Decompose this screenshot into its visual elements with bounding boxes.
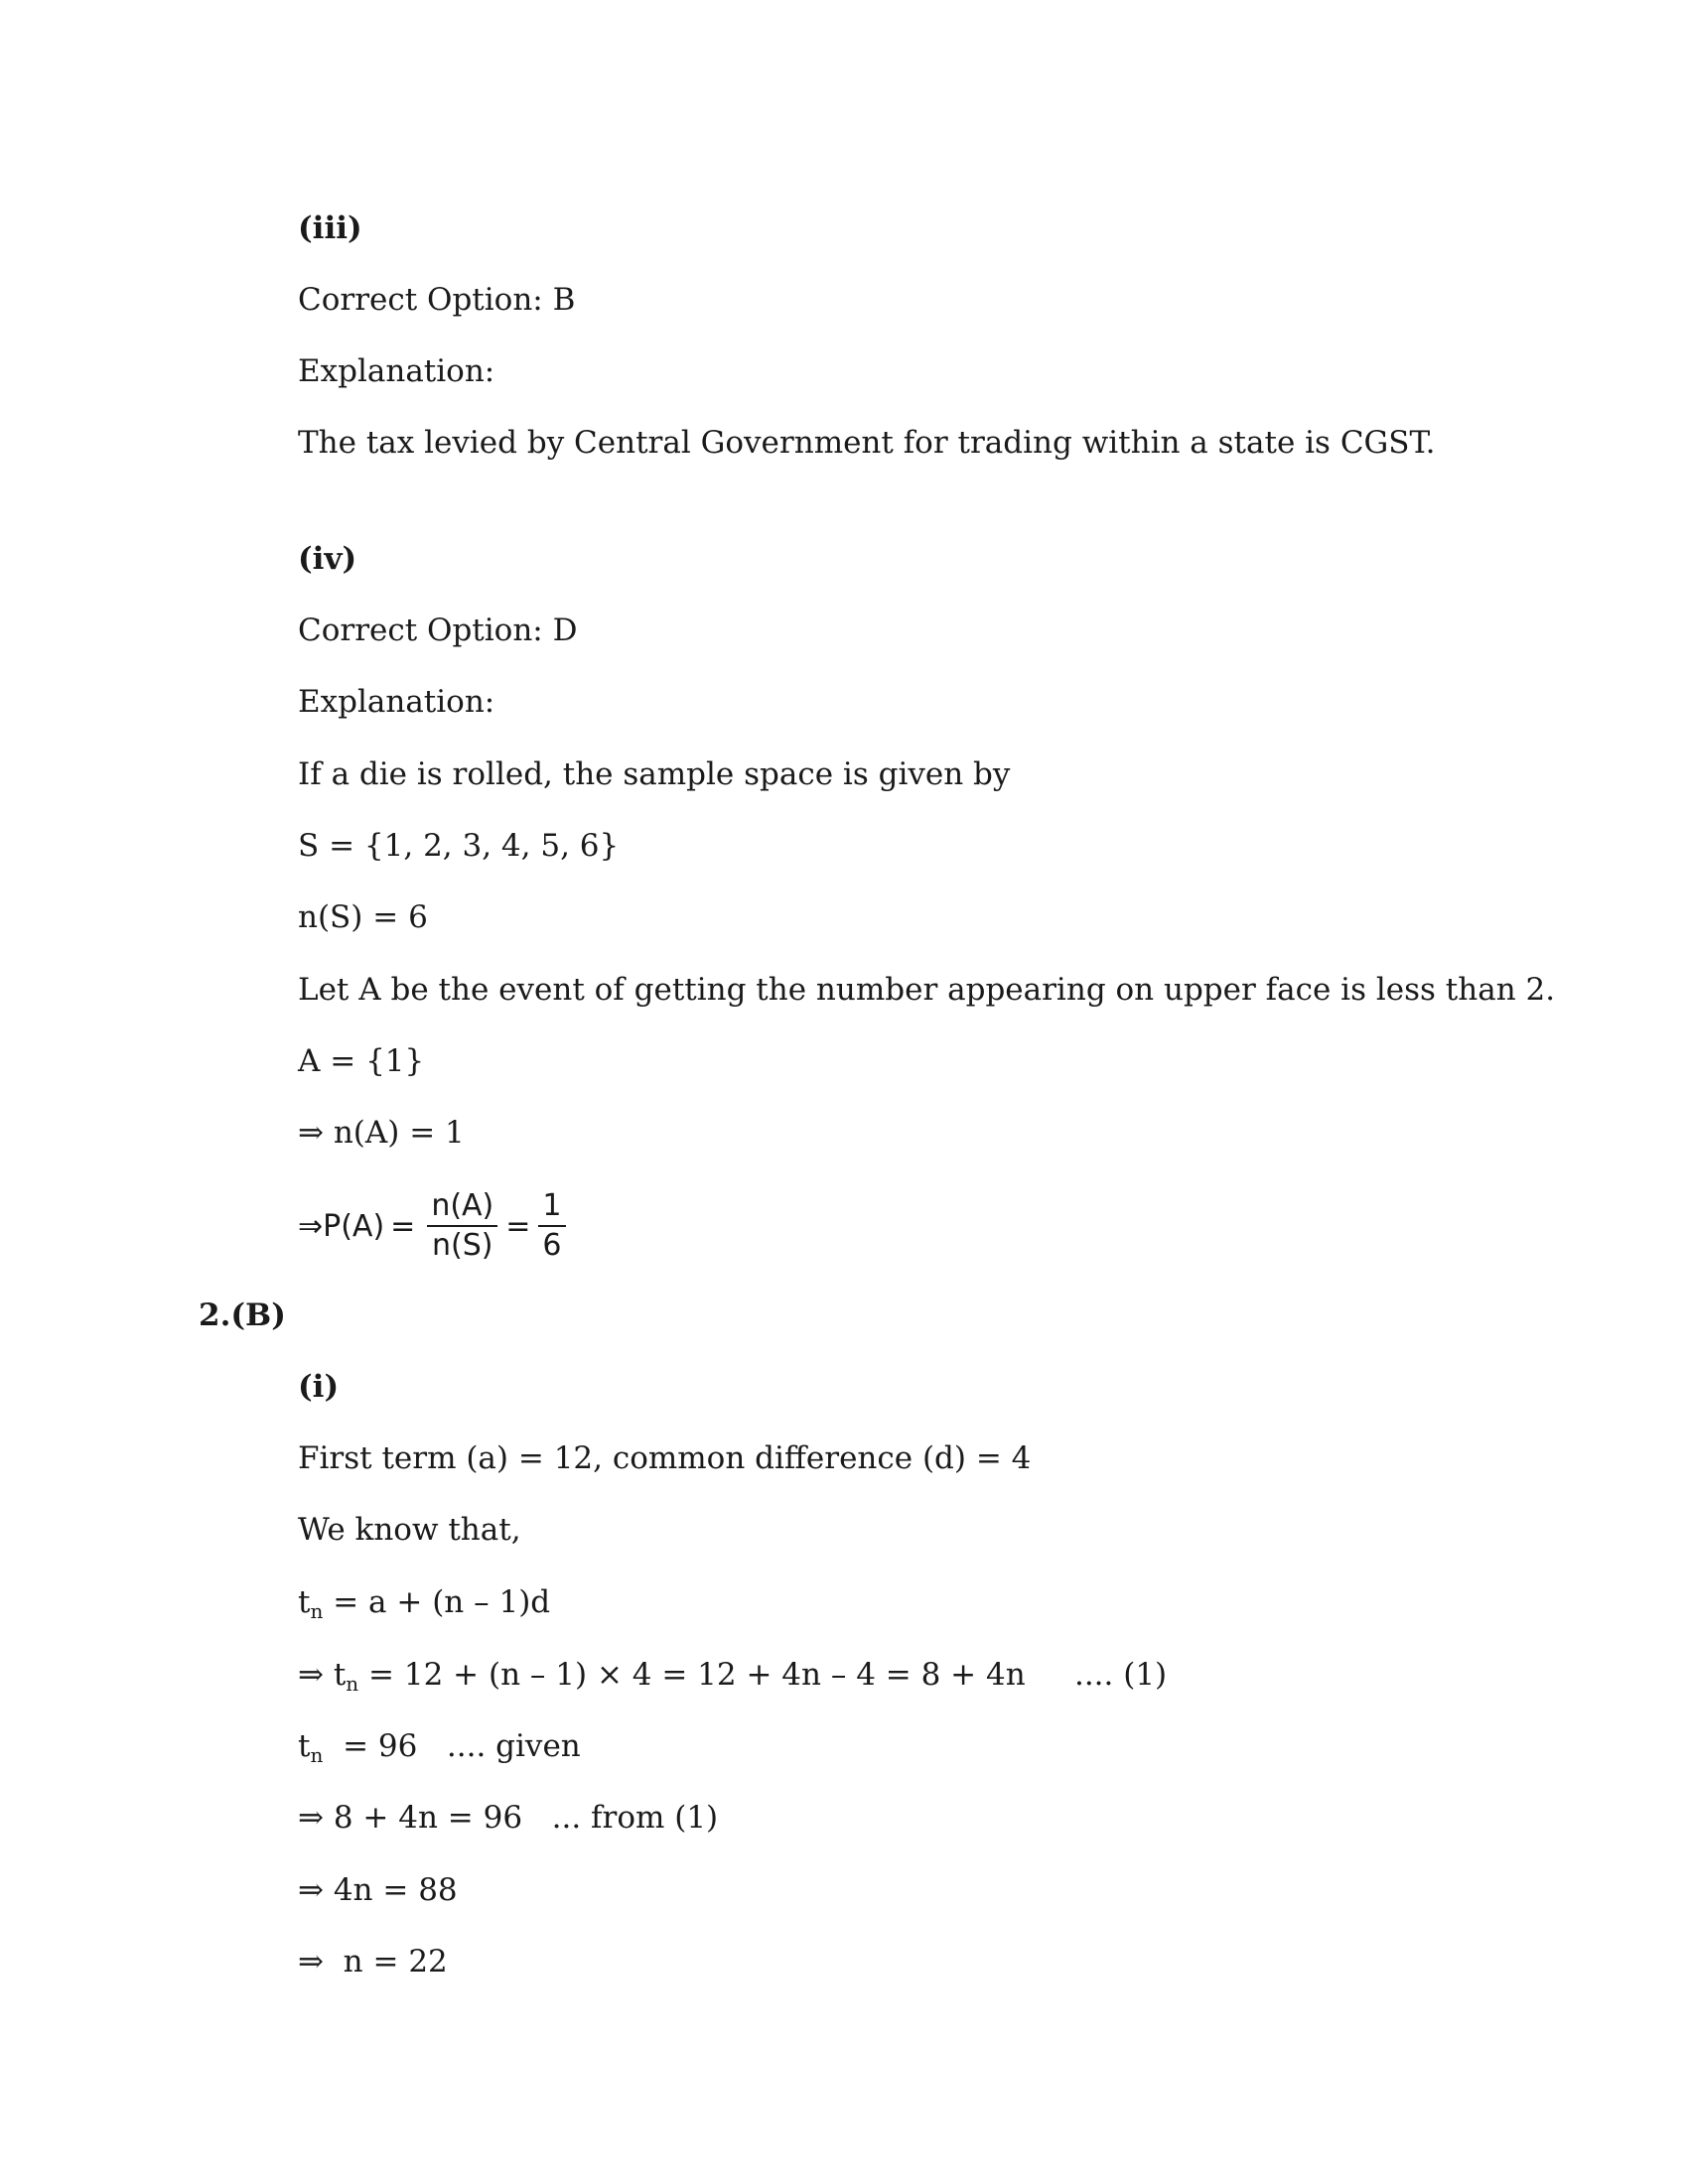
probability-equation: [298, 1186, 572, 1266]
equals-sign: =: [505, 1208, 531, 1244]
fraction-denominator: 6: [542, 1228, 562, 1263]
part-iv-sample-space: S = {1, 2, 3, 4, 5, 6}: [298, 828, 620, 864]
part-iv-explanation-label: Explanation:: [298, 684, 495, 720]
term-subscript: n: [310, 1599, 324, 1623]
probability-lhs: ⇒P(A): [298, 1208, 385, 1244]
part-iii-correct-option: Correct Option: B: [298, 282, 576, 318]
part-i-line-4: [298, 1655, 1167, 1695]
term-subscript: n: [310, 1743, 324, 1767]
part-iv-na: ⇒ n(A) = 1: [298, 1115, 465, 1151]
formula-text: = 12 + (n – 1) × 4 = 12 + 4n – 4 = 8 + 4n .... (1): [358, 1657, 1168, 1693]
fraction-numerator: 1: [538, 1189, 565, 1227]
part-i-line-6: ⇒ 8 + 4n = 96 ... from (1): [298, 1800, 719, 1836]
part-i-line-8: ⇒ n = 22: [298, 1944, 448, 1979]
fraction-na-ns: [427, 1189, 497, 1263]
formula-text: = 96 .... given: [323, 1728, 581, 1764]
fraction-result: [538, 1189, 565, 1263]
part-i-heading: (i): [298, 1369, 340, 1405]
part-iv-heading: (iv): [298, 541, 357, 577]
term-symbol: ⇒ t: [298, 1657, 347, 1693]
part-i-line-3: [298, 1582, 550, 1622]
part-i-line-1: First term (a) = 12, common difference (d) = 4: [298, 1440, 1032, 1476]
part-i-line-5: [298, 1726, 581, 1766]
part-iii-heading: (iii): [298, 210, 362, 246]
part-i-line-7: ⇒ 4n = 88: [298, 1872, 458, 1908]
part-iv-correct-option: Correct Option: D: [298, 613, 578, 648]
fraction-numerator: n(A): [427, 1189, 497, 1227]
part-iii-explanation-text: The tax levied by Central Government for trading within a state is CGST.: [298, 425, 1436, 461]
equals-sign: =: [390, 1208, 416, 1244]
formula-text: = a + (n – 1)d: [323, 1584, 551, 1620]
part-iv-ns: n(S) = 6: [298, 899, 428, 935]
part-iv-event-set: A = {1}: [298, 1043, 425, 1079]
part-iii-explanation-label: Explanation:: [298, 353, 495, 389]
question-label: 2.(B): [199, 1297, 286, 1333]
part-i-line-2: We know that,: [298, 1512, 521, 1548]
term-subscript: n: [346, 1672, 359, 1696]
part-iv-event-def: Let A be the event of getting the number appearing on upper face is less than 2.: [298, 972, 1556, 1008]
term-symbol: t: [298, 1584, 311, 1620]
part-iv-line-1: If a die is rolled, the sample space is given by: [298, 756, 1011, 792]
fraction-denominator: n(S): [432, 1228, 493, 1263]
term-symbol: t: [298, 1728, 311, 1764]
